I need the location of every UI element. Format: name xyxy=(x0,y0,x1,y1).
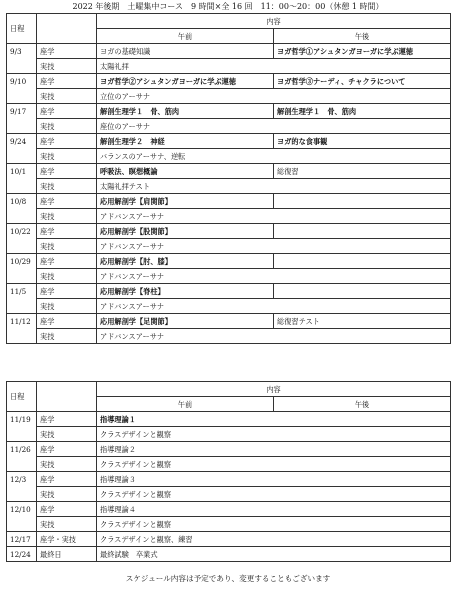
table-row xyxy=(7,412,451,427)
type-cell: 実技 xyxy=(37,457,97,472)
content-cell: アドバンスアーサナ xyxy=(97,269,451,284)
type-cell: 実技 xyxy=(37,427,97,442)
date-cell xyxy=(7,517,37,532)
date-cell: 11/12 xyxy=(7,314,37,329)
am-cell: 解剖生理学１ 骨、筋肉 xyxy=(97,104,274,119)
date-cell xyxy=(7,329,37,344)
pm-header: 午後 xyxy=(274,29,451,44)
type-header-blank xyxy=(37,14,97,44)
content-cell: アドバンスアーサナ xyxy=(97,329,451,344)
table-row xyxy=(7,329,451,344)
content-cell: クラスデザインと観察 xyxy=(97,487,451,502)
table-row xyxy=(7,59,451,74)
content-cell: 指導理論２ xyxy=(97,442,451,457)
pm-cell: 総復習テスト xyxy=(274,314,451,329)
date-cell: 9/3 xyxy=(7,44,37,59)
content-cell: 立位のアーサナ xyxy=(97,89,451,104)
date-cell xyxy=(7,119,37,134)
table-row xyxy=(7,314,451,329)
table-row xyxy=(7,427,451,442)
table-row xyxy=(7,179,451,194)
content-cell: 最終試験 卒業式 xyxy=(97,547,451,562)
pm-cell xyxy=(274,254,451,269)
type-cell: 座学 xyxy=(37,284,97,299)
content-cell: アドバンスアーサナ xyxy=(97,239,451,254)
table-row xyxy=(7,149,451,164)
content-cell: 太陽礼拝テスト xyxy=(97,179,451,194)
date-cell: 12/10 xyxy=(7,502,37,517)
type-cell: 実技 xyxy=(37,329,97,344)
table-row xyxy=(7,254,451,269)
table-row xyxy=(7,472,451,487)
date-cell: 10/8 xyxy=(7,194,37,209)
am-cell: 応用解剖学【足関節】 xyxy=(97,314,274,329)
type-cell: 最終日 xyxy=(37,547,97,562)
table-header-row xyxy=(7,382,451,397)
am-cell: 解剖生理学２ 神経 xyxy=(97,134,274,149)
date-cell: 11/19 xyxy=(7,412,37,427)
table-row xyxy=(7,547,451,562)
am-cell: 応用解剖学【股関節】 xyxy=(97,224,274,239)
type-cell: 座学 xyxy=(37,412,97,427)
date-cell: 9/24 xyxy=(7,134,37,149)
am-cell: ヨガ哲学②アシュタンガヨーガに学ぶ運徳 xyxy=(97,74,274,89)
type-cell: 座学 xyxy=(37,194,97,209)
footer-note: スケジュール内容は予定であり、変更することもございます xyxy=(125,574,331,583)
content-cell: 指導理論４ xyxy=(97,502,451,517)
date-cell xyxy=(7,149,37,164)
content-cell: クラスデザインと観察 xyxy=(97,457,451,472)
content-cell: 指導理論１ xyxy=(97,412,451,427)
type-cell: 座学 xyxy=(37,442,97,457)
date-cell xyxy=(7,239,37,254)
content-cell: 指導理論３ xyxy=(97,472,451,487)
pm-cell xyxy=(274,224,451,239)
date-cell: 10/22 xyxy=(7,224,37,239)
type-cell: 座学 xyxy=(37,472,97,487)
type-cell: 座学・実技 xyxy=(37,532,97,547)
pm-cell: ヨガ哲学①アシュタンガヨーガに学ぶ運徳 xyxy=(274,44,451,59)
schedule-table-first-half xyxy=(6,13,451,344)
pm-cell: ヨガ哲学③ナーディ、チャクラについて xyxy=(274,74,451,89)
schedule-table-second-half xyxy=(6,381,451,562)
am-header: 午前 xyxy=(97,29,274,44)
table-row xyxy=(7,44,451,59)
content-cell: 座位のアーサナ xyxy=(97,119,451,134)
am-cell: 応用解剖学【脊柱】 xyxy=(97,284,274,299)
type-cell: 実技 xyxy=(37,89,97,104)
date-cell xyxy=(7,59,37,74)
type-header-blank xyxy=(37,382,97,412)
type-cell: 実技 xyxy=(37,269,97,284)
am-header: 午前 xyxy=(97,397,274,412)
type-cell: 実技 xyxy=(37,517,97,532)
content-header: 内容 xyxy=(97,14,451,29)
table-row xyxy=(7,442,451,457)
type-cell: 座学 xyxy=(37,44,97,59)
pm-cell xyxy=(274,194,451,209)
type-cell: 実技 xyxy=(37,299,97,314)
type-cell: 座学 xyxy=(37,254,97,269)
pm-cell xyxy=(274,284,451,299)
table-row xyxy=(7,104,451,119)
table-row xyxy=(7,119,451,134)
table-row xyxy=(7,487,451,502)
table-row xyxy=(7,532,451,547)
table-row xyxy=(7,299,451,314)
table-row xyxy=(7,502,451,517)
table-row xyxy=(7,457,451,472)
type-cell: 実技 xyxy=(37,149,97,164)
date-cell xyxy=(7,179,37,194)
date-cell xyxy=(7,89,37,104)
page-title: 2022 年後期 土曜集中コース 9 時間×全 16 回 11：00～20：00（休憩 1 時間） xyxy=(72,2,384,11)
date-cell: 12/24 xyxy=(7,547,37,562)
date-cell xyxy=(7,487,37,502)
pm-cell: ヨガ的な食事観 xyxy=(274,134,451,149)
date-cell: 12/17 xyxy=(7,532,37,547)
table-row xyxy=(7,194,451,209)
am-cell: 応用解剖学【肘、膝】 xyxy=(97,254,274,269)
am-cell: 呼吸法、瞑想概論 xyxy=(97,164,274,179)
type-cell: 座学 xyxy=(37,502,97,517)
date-cell: 9/17 xyxy=(7,104,37,119)
content-cell: 太陽礼拝 xyxy=(97,59,451,74)
am-cell: 応用解剖学【肩関節】 xyxy=(97,194,274,209)
am-cell: ヨガの基礎知識 xyxy=(97,44,274,59)
table-row xyxy=(7,164,451,179)
type-cell: 座学 xyxy=(37,164,97,179)
type-cell: 座学 xyxy=(37,314,97,329)
date-header: 日程 xyxy=(7,382,37,412)
pm-cell: 総復習 xyxy=(274,164,451,179)
table-row xyxy=(7,239,451,254)
date-cell xyxy=(7,269,37,284)
table-row xyxy=(7,134,451,149)
table-header-row xyxy=(7,14,451,29)
date-cell xyxy=(7,209,37,224)
date-cell: 11/5 xyxy=(7,284,37,299)
date-cell: 10/29 xyxy=(7,254,37,269)
table-row xyxy=(7,74,451,89)
type-cell: 座学 xyxy=(37,104,97,119)
type-cell: 座学 xyxy=(37,134,97,149)
date-cell xyxy=(7,299,37,314)
content-cell: アドバンスアーサナ xyxy=(97,209,451,224)
table-row xyxy=(7,209,451,224)
content-cell: アドバンスアーサナ xyxy=(97,299,451,314)
date-cell: 12/3 xyxy=(7,472,37,487)
type-cell: 実技 xyxy=(37,239,97,254)
content-cell: バランスのアーサナ、逆転 xyxy=(97,149,451,164)
table-row xyxy=(7,517,451,532)
date-cell xyxy=(7,427,37,442)
table-row xyxy=(7,89,451,104)
table-row xyxy=(7,284,451,299)
table-row xyxy=(7,224,451,239)
type-cell: 実技 xyxy=(37,209,97,224)
type-cell: 座学 xyxy=(37,74,97,89)
content-cell: クラスデザインと観察、練習 xyxy=(97,532,451,547)
type-cell: 実技 xyxy=(37,59,97,74)
table-row xyxy=(7,269,451,284)
date-cell xyxy=(7,457,37,472)
type-cell: 実技 xyxy=(37,487,97,502)
date-header: 日程 xyxy=(7,14,37,44)
type-cell: 実技 xyxy=(37,119,97,134)
date-cell: 11/26 xyxy=(7,442,37,457)
pm-cell: 解剖生理学１ 骨、筋肉 xyxy=(274,104,451,119)
content-cell: クラスデザインと観察 xyxy=(97,517,451,532)
date-cell: 9/10 xyxy=(7,74,37,89)
content-header: 内容 xyxy=(97,382,451,397)
type-cell: 実技 xyxy=(37,179,97,194)
date-cell: 10/1 xyxy=(7,164,37,179)
type-cell: 座学 xyxy=(37,224,97,239)
content-cell: クラスデザインと観察 xyxy=(97,427,451,442)
pm-header: 午後 xyxy=(274,397,451,412)
